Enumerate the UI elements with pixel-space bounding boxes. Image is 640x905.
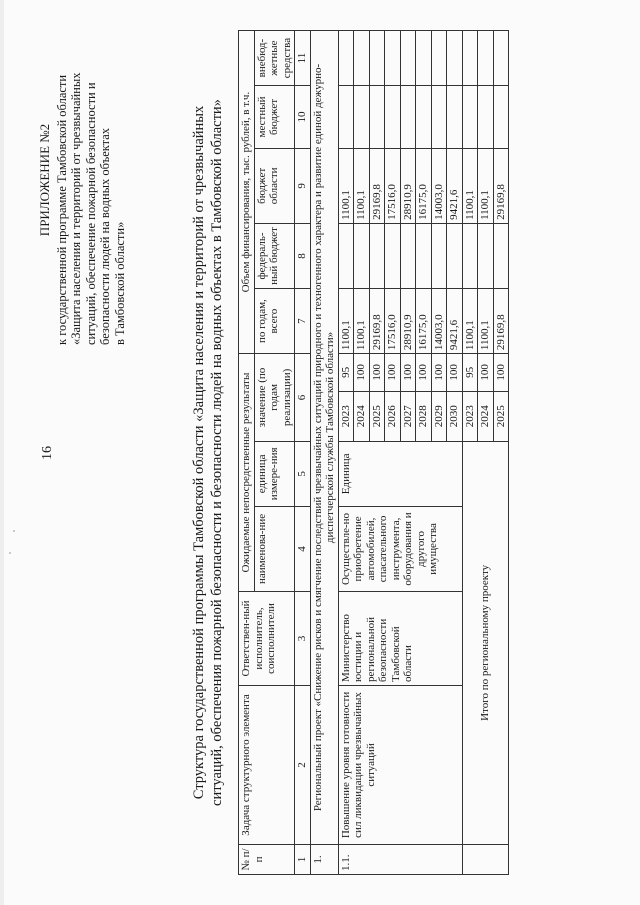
row-year: 2024 [354,391,370,441]
item-executor: Министерство юстиции и региональной безопасности Тамбовской области [338,592,462,686]
row-local [369,86,385,149]
row-federal [447,223,463,288]
appendix-line: «Защита населения и территорий от чрезвычайных [69,72,83,345]
row-regional: 29169,8 [369,148,385,223]
row-federal [416,223,432,288]
appendix-line: безопасности людей на водных объектах [98,127,112,345]
total-value: 100 [478,354,494,392]
row-federal [369,223,385,288]
section-title: Региональный проект «Снижение рисков и смягчение последствий чрезвычайных ситуаций природного и техногенного характера и развитие единой дежурно-диспетчерской службы Тамбовской области» [310,31,338,845]
row-regional: 17516,0 [385,148,401,223]
header-task: Задача структурного элемента [239,685,295,844]
table-row [338,31,354,875]
row-regional: 14003,0 [431,148,447,223]
total-sum: 1100,1 [462,289,478,354]
item-task: Повышение уровня готовности сил ликвидации чрезвычайных ситуаций [338,685,462,844]
row-local [385,86,401,149]
appendix-line: к государственной программе Тамбовской области [54,74,69,345]
col-number: 3 [295,592,311,686]
col-number: 6 [295,354,311,442]
total-regional: 29169,8 [493,148,509,223]
header-executor: Ответствен-ный исполнитель, соисполнители [239,592,295,686]
row-extra [431,31,447,86]
row-value: 100 [447,354,463,392]
row-total: 1100,1 [354,289,370,354]
row-local [354,86,370,149]
row-year: 2027 [400,391,416,441]
total-extra [462,31,478,86]
col-number: 8 [295,223,311,288]
row-value: 100 [369,354,385,392]
row-value: 100 [385,354,401,392]
appendix-block [38,15,127,345]
row-regional: 1100,1 [338,148,354,223]
row-year: 2029 [431,391,447,441]
page-number: 16 [40,446,55,460]
row-federal [431,223,447,288]
header-fin-local: местный бюджет [254,86,295,149]
total-regional: 1100,1 [478,148,494,223]
row-total: 9421,6 [447,289,463,354]
row-federal [400,223,416,288]
row-local [416,86,432,149]
total-federal [478,223,494,288]
row-extra [369,31,385,86]
section-number: 1. [310,844,338,874]
header-row-1 [239,31,255,875]
row-regional: 28910,9 [400,148,416,223]
total-extra [478,31,494,86]
row-extra [338,31,354,86]
col-number: 11 [295,31,311,86]
total-value: 100 [493,354,509,392]
col-number: 7 [295,289,311,354]
total-num-cell [462,844,509,874]
row-total: 14003,0 [431,289,447,354]
total-regional: 1100,1 [462,148,478,223]
row-total: 28910,9 [400,289,416,354]
col-number: 9 [295,148,311,223]
row-total: 17516,0 [385,289,401,354]
row-federal [385,223,401,288]
row-local [447,86,463,149]
appendix-line: ситуаций, обеспечение пожарной безопасности и [83,82,98,345]
row-value: 95 [338,354,354,392]
total-federal [462,223,478,288]
col-number: 4 [295,506,311,591]
section-row [310,31,338,875]
row-federal [338,223,354,288]
row-extra [354,31,370,86]
header-fin-regional: бюджет области [254,148,295,223]
document-title [190,30,226,875]
header-fin-extra: внебюд-жетные средства [254,31,295,86]
title-line-1: Структура государственной программы Тамбовской области «Защита населения и территорий от чрезвычайных [191,105,207,800]
row-year: 2023 [338,391,354,441]
row-local [431,86,447,149]
program-structure-table [238,30,509,875]
row-value: 100 [400,354,416,392]
row-year: 2030 [447,391,463,441]
row-federal [354,223,370,288]
total-local [462,86,478,149]
total-extra [493,31,509,86]
title-line-2: ситуаций, обеспечения пожарной безопасности и безопасности людей на водных объектах в Тамбовской области» [209,99,225,806]
col-number: 1 [295,844,311,874]
col-number: 5 [295,441,311,506]
total-label: Итого по региональному проекту [462,441,509,844]
column-numbers-row [295,31,311,875]
item-result-name: Осуществле-но приобретение автомобилей, спасательного инструмента, оборудования и другого имущества [338,506,462,591]
total-local [478,86,494,149]
row-value: 100 [416,354,432,392]
header-num: № п/п [239,844,295,874]
row-extra [385,31,401,86]
row-total: 1100,1 [338,289,354,354]
item-unit: Единица [338,441,462,506]
row-total: 16175,0 [416,289,432,354]
total-value: 95 [462,354,478,392]
header-finance: Объем финансирования, тыс. рублей, в т.ч. [239,31,255,354]
row-total: 29169,8 [369,289,385,354]
row-year: 2026 [385,391,401,441]
row-regional: 1100,1 [354,148,370,223]
total-year: 2025 [493,391,509,441]
row-regional: 16175,0 [416,148,432,223]
row-extra [400,31,416,86]
total-sum: 29169,8 [493,289,509,354]
header-result-name: наименова-ние [254,506,295,591]
row-local [338,86,354,149]
header-result-unit: единица измере-ния [254,441,295,506]
header-fin-total: по годам, всего [254,289,295,354]
row-extra [416,31,432,86]
header-results: Ожидаемые непосредственные результаты [239,354,255,592]
row-year: 2028 [416,391,432,441]
total-sum: 1100,1 [478,289,494,354]
row-regional: 9421,6 [447,148,463,223]
col-number: 2 [295,685,311,844]
col-number: 10 [295,86,311,149]
item-number: 1.1. [338,844,462,874]
row-extra [447,31,463,86]
row-year: 2025 [369,391,385,441]
total-year: 2023 [462,391,478,441]
appendix-line: в Тамбовской области» [112,221,127,345]
appendix-title: ПРИЛОЖЕНИЕ №2 [37,123,52,237]
total-row [462,31,478,875]
row-value: 100 [431,354,447,392]
row-value: 100 [354,354,370,392]
total-local [493,86,509,149]
header-result-value: значение (по годам реализации) [254,354,295,442]
total-year: 2024 [478,391,494,441]
row-local [400,86,416,149]
total-federal [493,223,509,288]
header-fin-federal: федераль-ный бюджет [254,223,295,288]
